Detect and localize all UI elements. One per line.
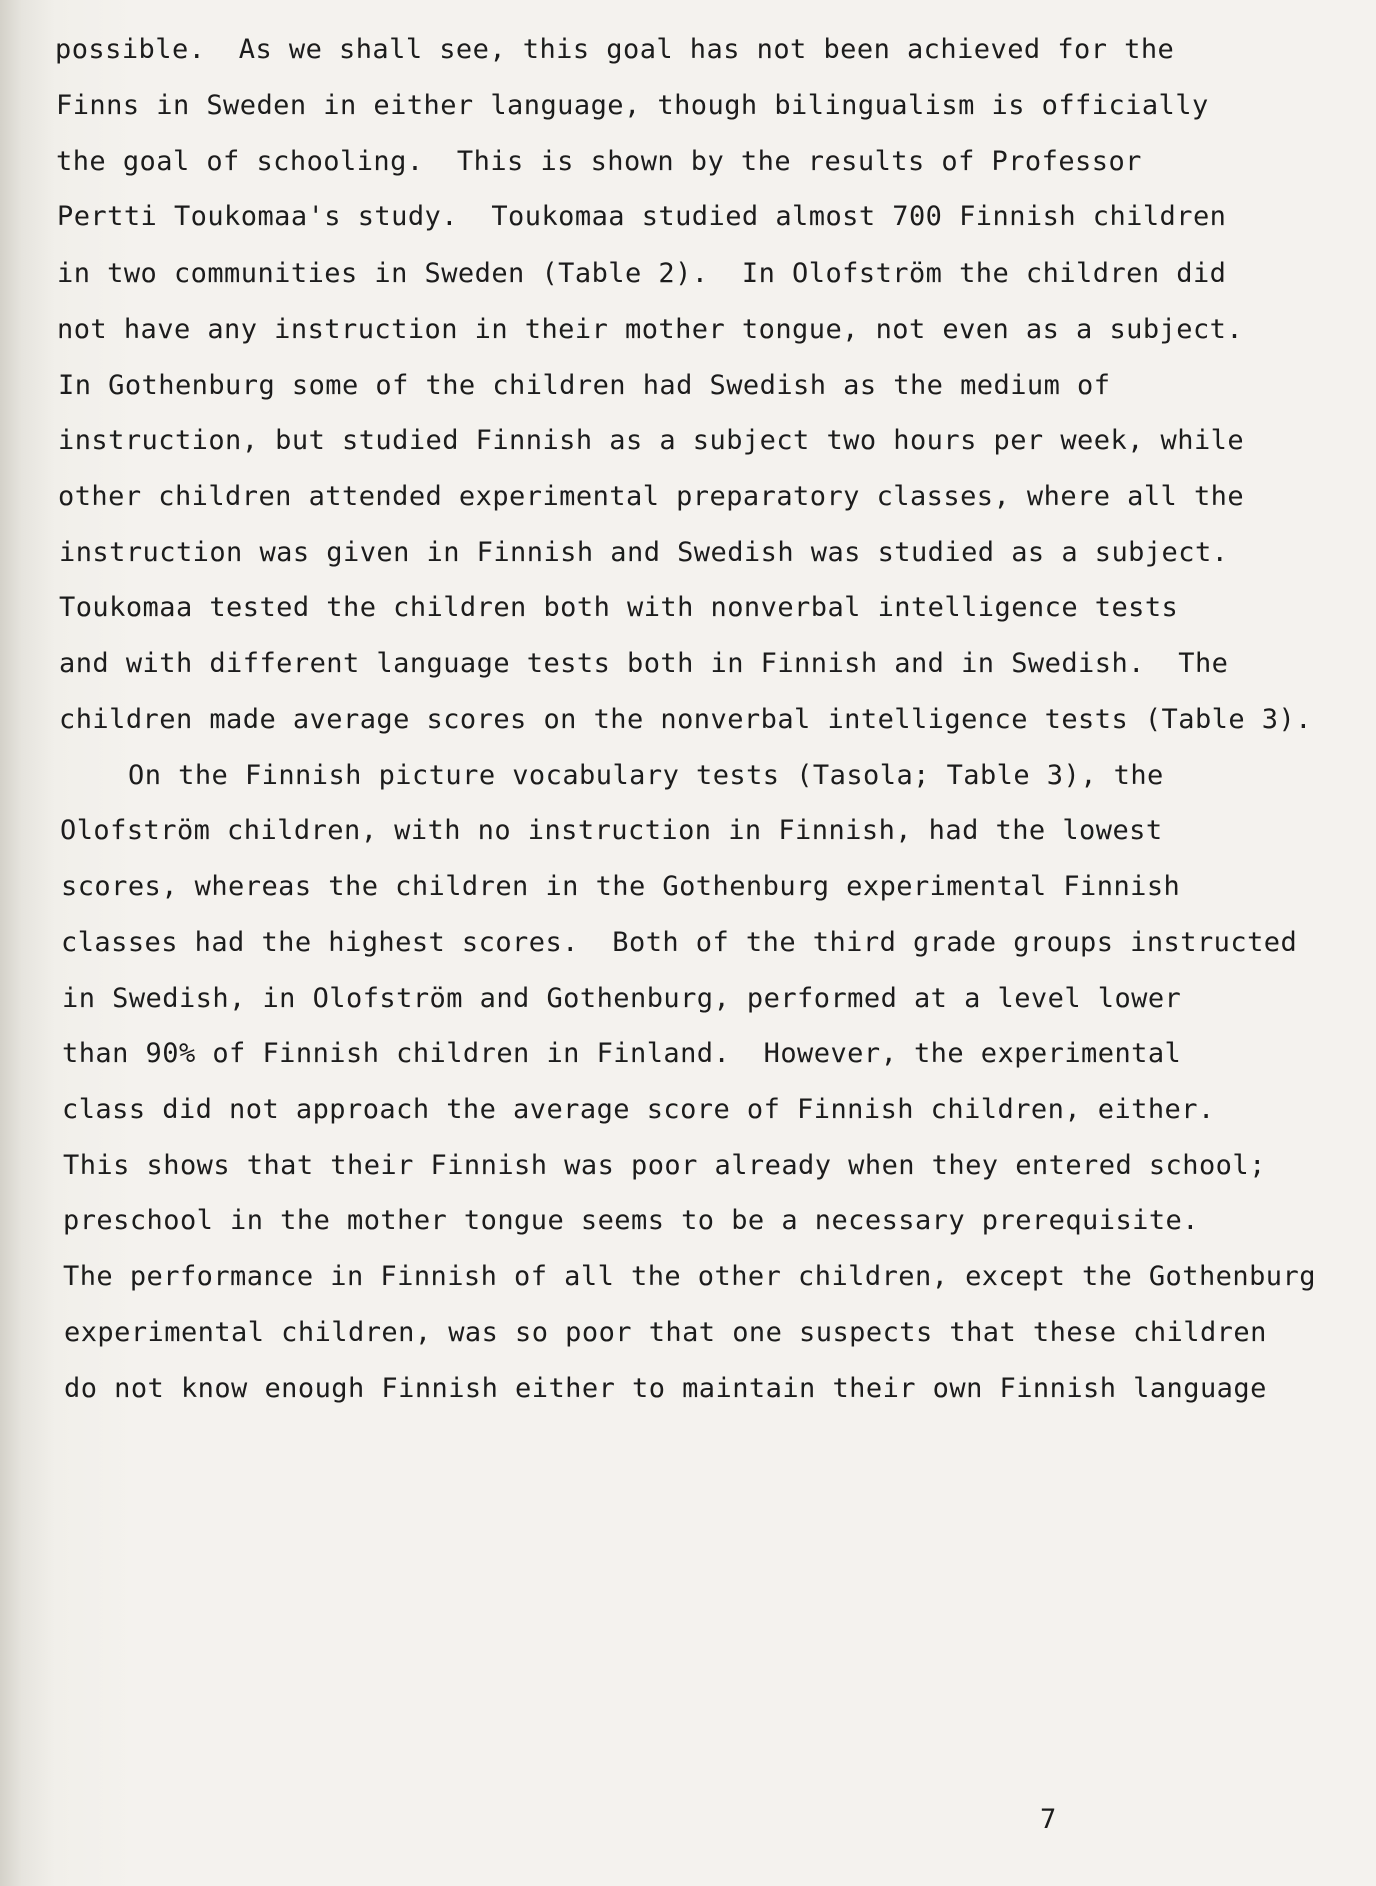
text-line: in Swedish, in Olofström and Gothenburg, performed at a level lower bbox=[62, 983, 1182, 1014]
text-line: the goal of schooling. This is shown by the results of Professor bbox=[56, 146, 1142, 177]
text-line: than 90% of Finnish children in Finland. However, the experimental bbox=[62, 1038, 1182, 1069]
text-line: class did not approach the average score of Finnish children, either. bbox=[62, 1094, 1215, 1125]
text-line: On the Finnish picture vocabulary tests (Tasola; Table 3), the bbox=[128, 760, 1164, 791]
text-line: scores, whereas the children in the Gothenburg experimental Finnish bbox=[61, 871, 1181, 902]
text-line: preschool in the mother tongue seems to be a necessary prerequisite. bbox=[63, 1205, 1199, 1236]
text-line: possible. As we shall see, this goal has not been achieved for the bbox=[55, 34, 1175, 65]
text-line: not have any instruction in their mother tongue, not even as a subject. bbox=[57, 314, 1244, 345]
text-line: instruction was given in Finnish and Swedish was studied as a subject. bbox=[59, 537, 1229, 568]
text-line: Toukomaa tested the children both with nonverbal intelligence tests bbox=[59, 592, 1179, 623]
page-number: 7 bbox=[1040, 1804, 1057, 1835]
text-line: in two communities in Sweden (Table 2). In Olofström the children did bbox=[57, 258, 1227, 289]
text-line: and with different language tests both in Finnish and in Swedish. The bbox=[59, 648, 1229, 679]
text-line: children made average scores on the nonverbal intelligence tests (Table 3). bbox=[59, 704, 1312, 735]
text-line: Olofström children, with no instruction in Finnish, had the lowest bbox=[60, 815, 1163, 846]
text-line: This shows that their Finnish was poor already when they entered school; bbox=[63, 1150, 1266, 1181]
text-line: experimental children, was so poor that one suspects that these children bbox=[64, 1317, 1267, 1348]
text-line: classes had the highest scores. Both of the third grade groups instructed bbox=[61, 927, 1298, 958]
text-line: Finns in Sweden in either language, though bilingualism is officially bbox=[56, 90, 1209, 121]
text-line: other children attended experimental preparatory classes, where all the bbox=[58, 481, 1245, 512]
text-line: Pertti Toukomaa's study. Toukomaa studied almost 700 Finnish children bbox=[57, 201, 1227, 232]
text-line: In Gothenburg some of the children had Swedish as the medium of bbox=[58, 370, 1111, 401]
text-line: do not know enough Finnish either to maintain their own Finnish language bbox=[64, 1373, 1267, 1404]
text-line: The performance in Finnish of all the other children, except the Gothenburg bbox=[63, 1261, 1316, 1292]
text-line: instruction, but studied Finnish as a subject two hours per week, while bbox=[58, 425, 1245, 456]
